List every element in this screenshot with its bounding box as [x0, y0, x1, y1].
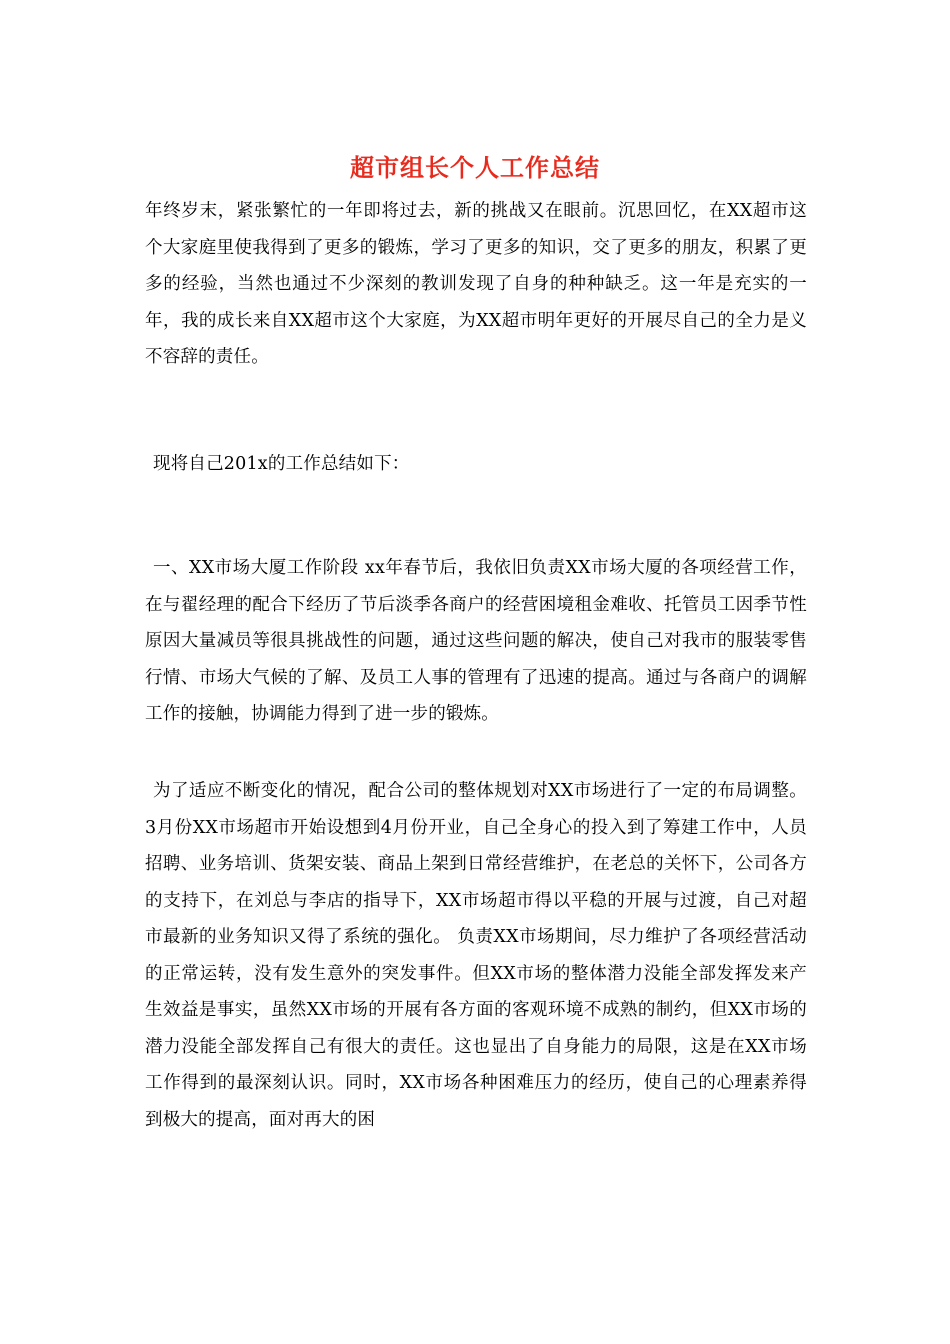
- paragraph-intro: 年终岁末，紧张繁忙的一年即将过去，新的挑战又在眼前。沉思回忆，在XX超市这个大家庭里使我得到了更多的锻炼，学习了更多的知识，交了更多的朋友，积累了更多的经验，当然也通过不少深刻的教训发现了自身的种种缺乏。这一年是充实的一年，我的成长来自XX超市这个大家庭，为XX超市明年更好的开展尽自己的全力是义不容辞的责任。: [145, 201, 807, 367]
- paragraph-section-one: 一、XX市场大厦工作阶段 xx年春节后，我依旧负责XX市场大厦的各项经营工作，在与翟经理的配合下经历了节后淡季各商户的经营困境租金难收、托管员工因季节性原因大量减员等很具挑战性的问题，通过这些问题的解决，使自己对我市的服装零售行情、市场大气候的了解、及员工人事的管理有了迅速的提高。通过与各商户的调解工作的接触，协调能力得到了进一步的锻炼。: [145, 558, 807, 724]
- paragraph-summary-lead: 现将自己201x的工作总结如下：: [153, 454, 410, 474]
- document-title: 超市组长个人工作总结: [350, 153, 600, 182]
- paragraph-adjustment: 为了适应不断变化的情况，配合公司的整体规划对XX市场进行了一定的布局调整。3月份XX市场超市开始设想到4月份开业，自己全身心的投入到了筹建工作中，人员招聘、业务培训、货架安装、商品上架到日常经营维护，在老总的关怀下，公司各方的支持下，在刘总与李店的指导下，XX市场超市得以平稳的开展与过渡，自己对超市最新的业务知识又得了系统的强化。 负责XX市场期间，尽力维护了各项经营活动的正常运转，没有发生意外的突发事件。但XX市场的整体潜力没能全部发挥发来产生效益是事实，虽然XX市场的开展有各方面的客观环境不成熟的制约，但XX市场的潜力没能全部发挥自己有很大的责任。这也显出了自身能力的局限，这是在XX市场工作得到的最深刻认识。同时，XX市场各种困难压力的经历，使自己的心理素养得到极大的提高，面对再大的困: [145, 781, 807, 1130]
